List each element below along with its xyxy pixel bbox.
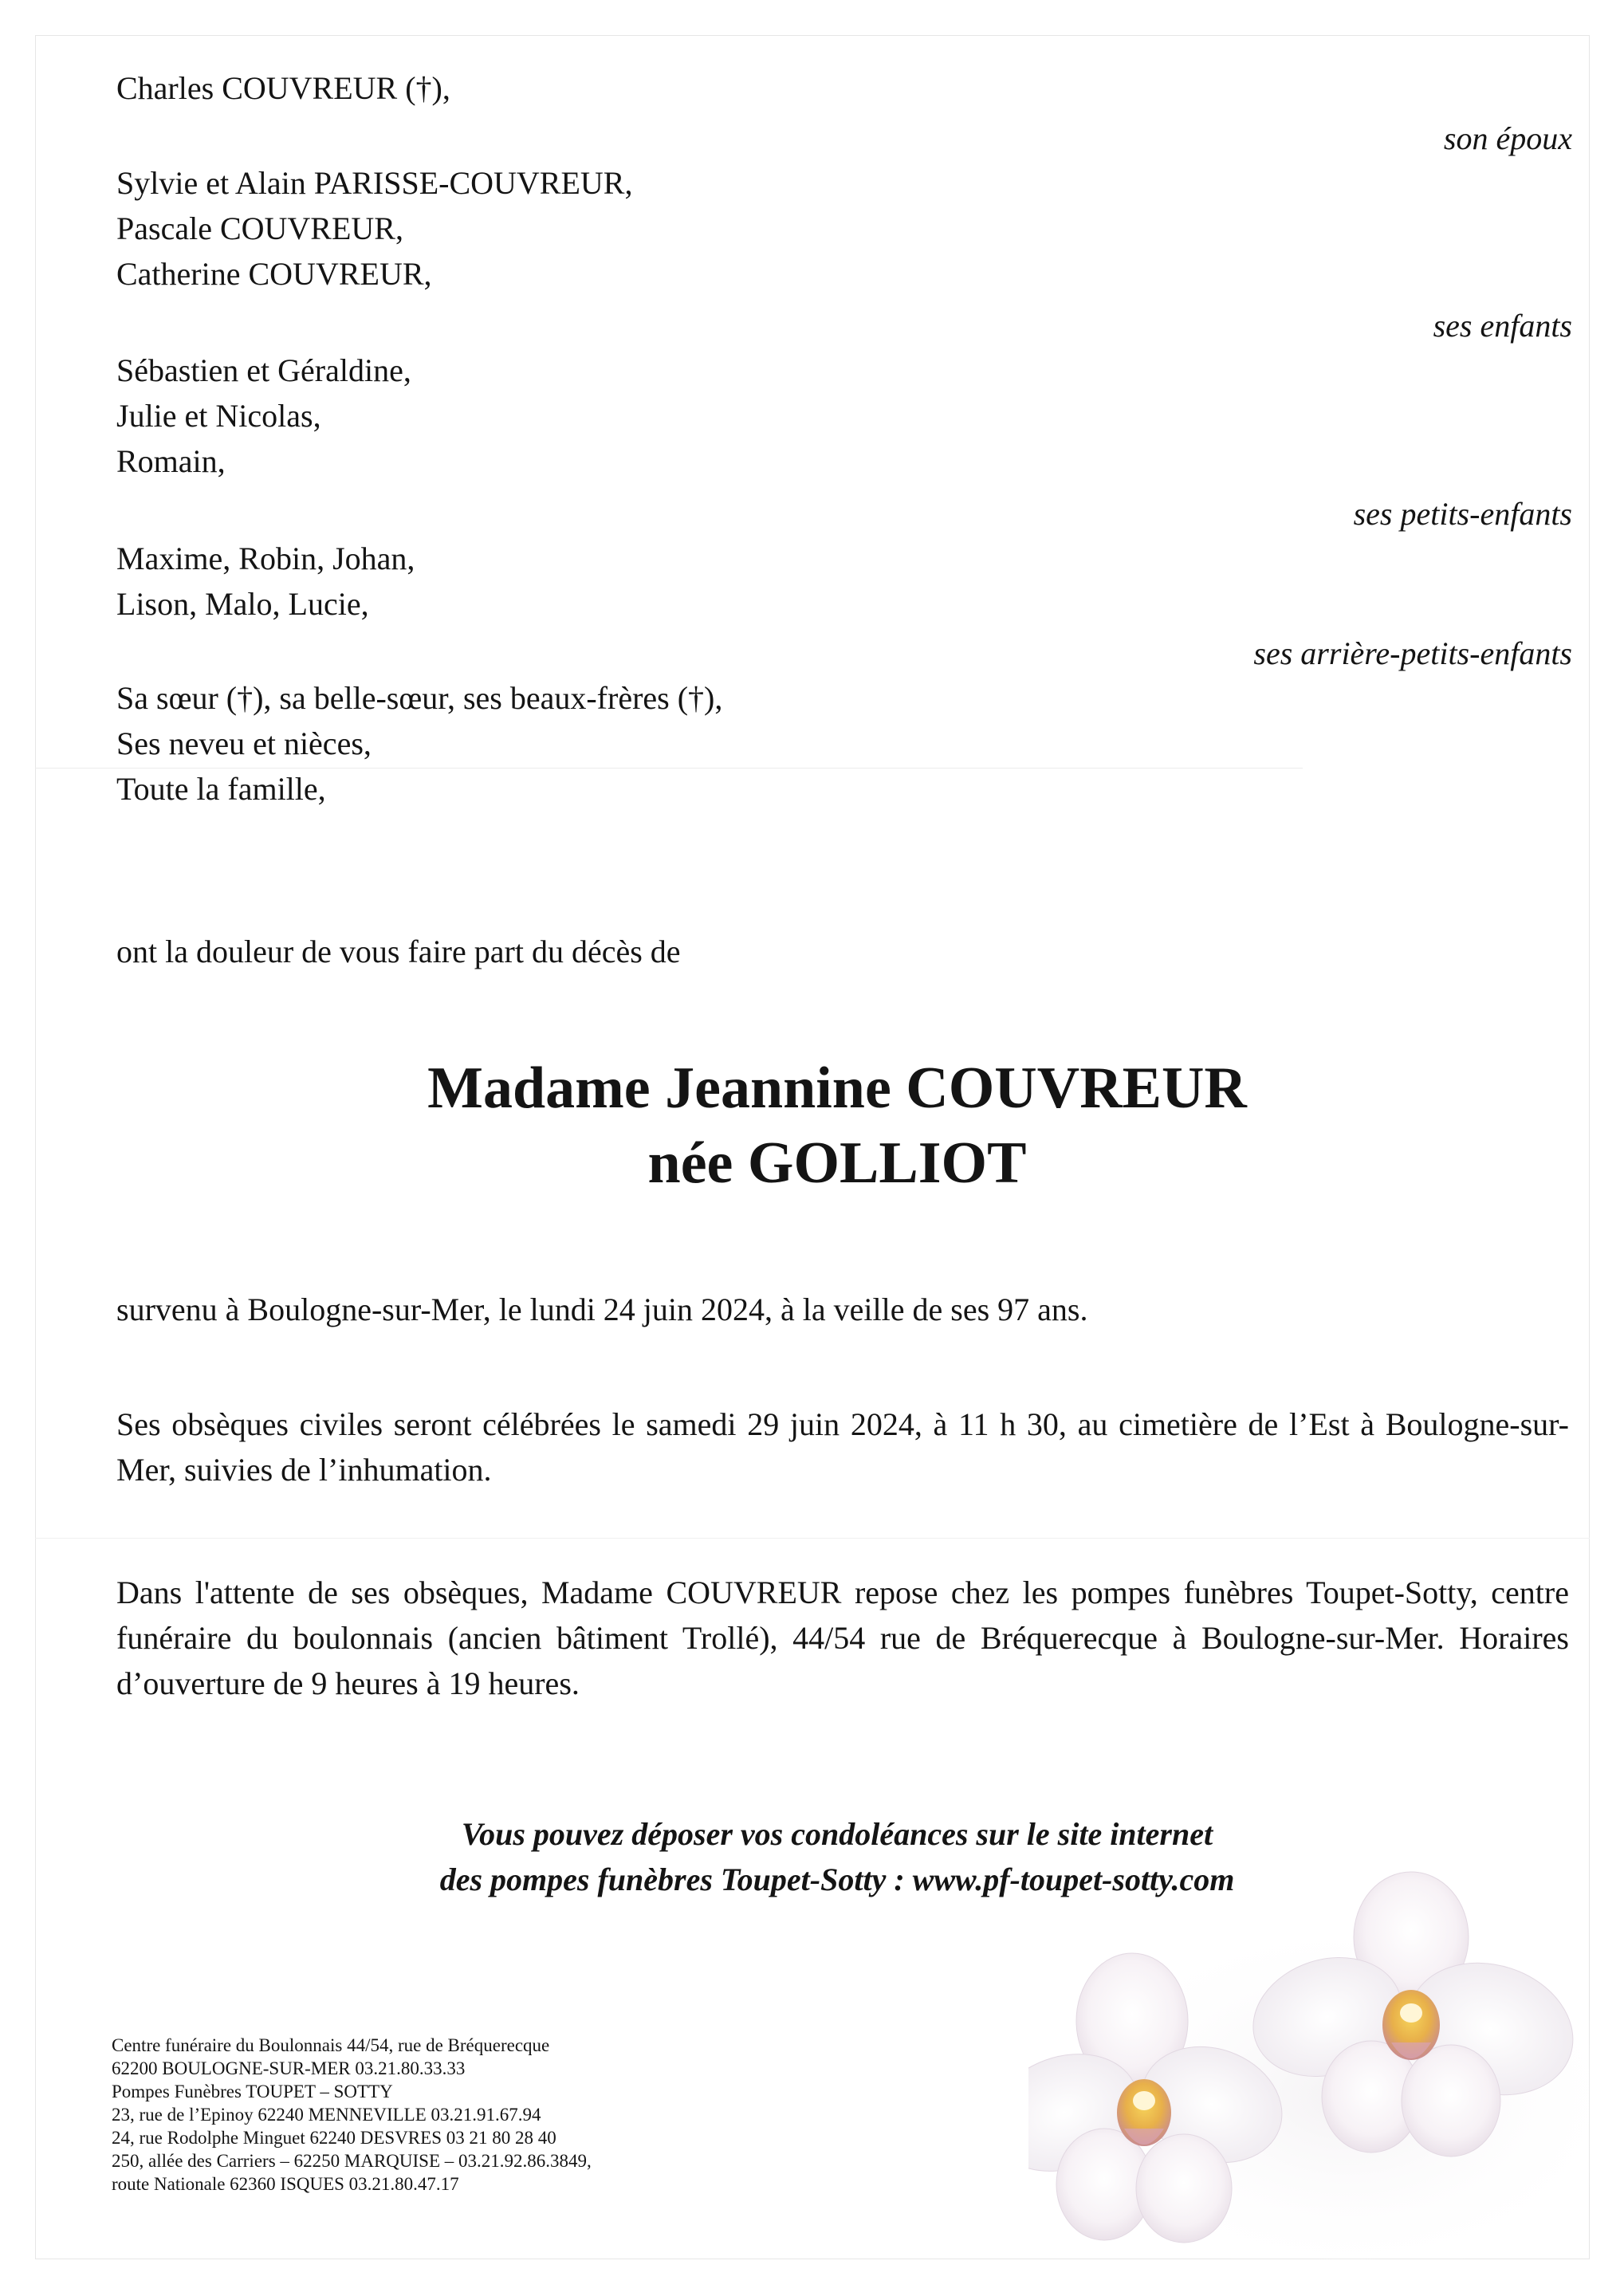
resting-notice: Dans l'attente de ses obsèques, Madame COUVREUR repose chez les pompes funèbres Toupet-Sotty, centre funéraire du boulonnais (ancien bâtiment Trollé), 44/54 rue de Bréquerecque à Boulogne-sur-Mer. Horaires d’ouverture de 9 heures à 19 heures. bbox=[116, 1575, 1569, 1701]
family-name-line: Julie et Nicolas, bbox=[116, 398, 321, 434]
family-name-line: Pascale COUVREUR, bbox=[116, 210, 403, 246]
family-name-line: Sébastien et Géraldine, bbox=[116, 352, 411, 388]
family-name-line: Catherine COUVREUR, bbox=[116, 256, 432, 292]
condolences-line: Vous pouvez déposer vos condoléances sur le site internet bbox=[461, 1816, 1213, 1852]
family-name-line: Sa sœur (†), sa belle-sœur, ses beaux-frères (†), bbox=[116, 680, 723, 716]
relation-spouse: son époux bbox=[1443, 120, 1572, 156]
children-names bbox=[116, 160, 632, 297]
family-name-line: Toute la famille, bbox=[116, 771, 326, 807]
death-notice: survenu à Boulogne-sur-Mer, le lundi 24 juin 2024, à la veille de ses 97 ans. bbox=[116, 1292, 1088, 1327]
footer-line: Centre funéraire du Boulonnais 44/54, rue de Bréquerecque bbox=[112, 2035, 550, 2055]
other-family-names bbox=[116, 675, 722, 812]
deceased-maiden-name: née GOLLIOT bbox=[647, 1130, 1027, 1196]
family-name-line: Sylvie et Alain PARISSE-COUVREUR, bbox=[116, 165, 633, 201]
scan-fold-line bbox=[35, 1538, 1590, 1539]
footer-line: route Nationale 62360 ISQUES 03.21.80.47.17 bbox=[112, 2174, 459, 2194]
family-name-line: Ses neveu et nièces, bbox=[116, 725, 372, 761]
relation-great-grandchildren: ses arrière-petits-enfants bbox=[1253, 635, 1572, 671]
funeral-home-footer bbox=[112, 2034, 592, 2196]
spouse-names bbox=[116, 65, 450, 111]
footer-line: 250, allée des Carriers – 62250 MARQUISE – 03.21.92.86.3849, bbox=[112, 2151, 592, 2171]
grandchildren-names bbox=[116, 348, 411, 484]
family-name-line: Maxime, Robin, Johan, bbox=[116, 541, 415, 576]
family-name-line: Lison, Malo, Lucie, bbox=[116, 586, 369, 622]
condolences-line: des pompes funèbres Toupet-Sotty : www.pf-toupet-sotty.com bbox=[439, 1862, 1235, 1897]
great-grandchildren-names bbox=[116, 536, 415, 627]
deceased-heading bbox=[0, 1051, 1624, 1201]
footer-line: 24, rue Rodolphe Minguet 62240 DESVRES 03 21 80 28 40 bbox=[112, 2128, 556, 2148]
orchid-flowers-image bbox=[1028, 1858, 1590, 2259]
funeral-notice: Ses obsèques civiles seront célébrées le samedi 29 juin 2024, à 11 h 30, au cimetière de l’Est à Boulogne-sur-Mer, suivies de l’inhumation. bbox=[116, 1406, 1569, 1488]
family-name-line: Romain, bbox=[116, 443, 226, 479]
footer-line: Pompes Funèbres TOUPET – SOTTY bbox=[112, 2082, 393, 2101]
footer-line: 23, rue de l’Epinoy 62240 MENNEVILLE 03.21.91.67.94 bbox=[112, 2105, 541, 2125]
footer-line: 62200 BOULOGNE-SUR-MER 03.21.80.33.33 bbox=[112, 2058, 466, 2078]
family-name-line: Charles COUVREUR (†), bbox=[116, 70, 450, 106]
relation-grandchildren: ses petits-enfants bbox=[1353, 496, 1572, 532]
deceased-name: Madame Jeannine COUVREUR bbox=[427, 1056, 1247, 1121]
announcement: ont la douleur de vous faire part du décès de bbox=[116, 934, 681, 969]
relation-children: ses enfants bbox=[1433, 308, 1572, 344]
